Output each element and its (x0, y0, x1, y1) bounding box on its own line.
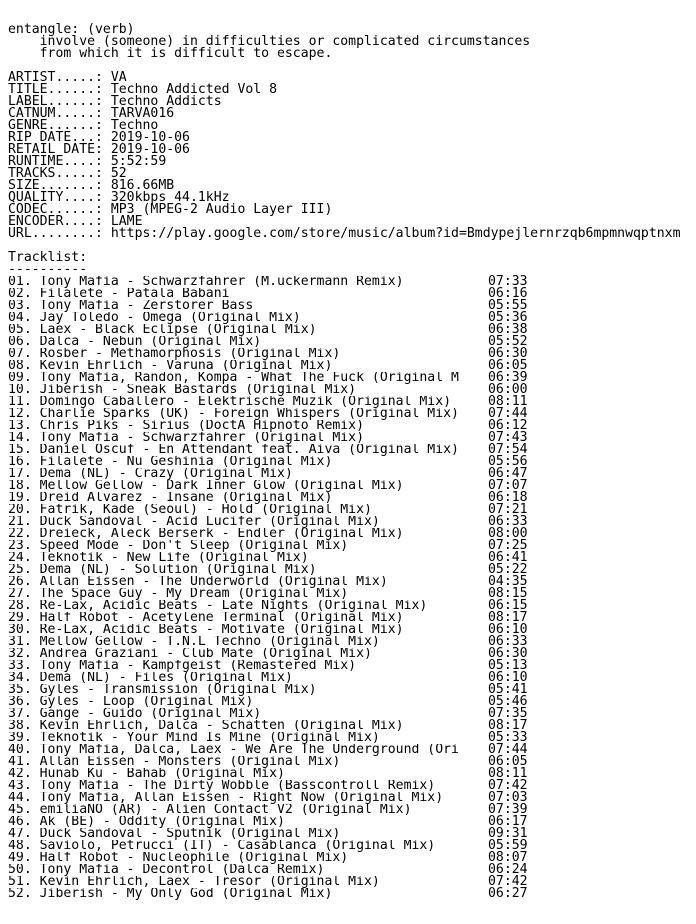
track-title: 52. Jiberish - My Only God (Original Mix) (8, 888, 333, 900)
track-title: 50. Tony Mafia - Decontrol (Dalca Remix) (8, 864, 325, 876)
track-title: 10. Jiberish - Sneak Bastards (Original Mix) (8, 384, 357, 396)
info-value: TARVA016 (110, 106, 175, 121)
track-row (8, 288, 696, 300)
track-row (8, 780, 696, 792)
track-duration: 08:17 (488, 718, 528, 733)
track-row (8, 540, 696, 552)
track-title: 36. Gyles - Loop (Original Mix) (8, 696, 254, 708)
track-duration: 06:27 (488, 886, 528, 901)
track-row (8, 852, 696, 864)
track-duration: 08:15 (488, 586, 528, 601)
track-duration: 05:13 (488, 658, 528, 673)
track-row (8, 660, 696, 672)
track-title: 42. Hunab Ku - Bahab (Original Mix) (8, 768, 285, 780)
track-row (8, 348, 696, 360)
track-row (8, 456, 696, 468)
track-title: 30. Re-Lax, Acidic Beats - Motivate (Original Mix) (8, 624, 404, 636)
track-row (8, 648, 696, 660)
track-duration: 06:47 (488, 466, 528, 481)
track-duration: 07:42 (488, 874, 528, 889)
track-duration: 07:03 (488, 790, 528, 805)
track-duration: 06:38 (488, 322, 528, 337)
track-row (8, 744, 696, 756)
track-row (8, 672, 696, 684)
track-row (8, 396, 696, 408)
track-duration: 08:11 (488, 766, 528, 781)
track-title: 48. Saviolo, Petrucci (IT) - Casablanca (Original Mix) (8, 840, 436, 852)
definition-line: from which it is difficult to escape. (8, 46, 333, 61)
info-label: RETAIL DATE: (8, 142, 111, 157)
tracklist-rule: ---------- (8, 262, 88, 277)
track-duration: 05:41 (488, 682, 528, 697)
track-row (8, 276, 696, 288)
track-row (8, 864, 696, 876)
track-row (8, 576, 696, 588)
track-title: 31. Mellow Gellow - T.N.L Techno (Original Mix) (8, 636, 380, 648)
track-title: 16. Filalete - Nu Geshinia (Original Mix) (8, 456, 333, 468)
track-row (8, 600, 696, 612)
track-title: 34. Dema (NL) - Files (Original Mix) (8, 672, 293, 684)
track-title: 37. Gange - Guido (Original Mix) (8, 708, 262, 720)
track-title: 05. Laex - Black Eclipse (Original Mix) (8, 324, 317, 336)
track-duration: 07:54 (488, 442, 528, 457)
track-title: 24. Teknotik - New Life (Original Mix) (8, 552, 309, 564)
track-title: 35. Gyles - Transmission (Original Mix) (8, 684, 317, 696)
track-duration: 08:07 (488, 850, 528, 865)
track-title: 13. Chris Piks - Sirius (DoctA Hipnoto Remix) (8, 420, 365, 432)
track-duration: 06:10 (488, 670, 528, 685)
track-duration: 08:00 (488, 526, 528, 541)
info-value: Techno (110, 118, 159, 133)
track-duration: 05:52 (488, 334, 528, 349)
track-duration: 05:59 (488, 838, 528, 853)
track-duration: 06:33 (488, 514, 528, 529)
track-title: 11. Domingo Caballero - Elektrische Muzik (Original Mix) (8, 396, 452, 408)
track-title: 33. Tony Mafia - Kampfgeist (Remastered Mix) (8, 660, 357, 672)
track-title: 47. Duck Sandoval - Sputnik (Original Mix) (8, 828, 341, 840)
info-label: URL........: (8, 226, 111, 241)
info-label: CODEC......: (8, 202, 111, 217)
track-row (8, 588, 696, 600)
track-duration: 07:07 (488, 478, 528, 493)
info-value: 52 (110, 166, 127, 181)
track-duration: 07:44 (488, 406, 528, 421)
info-label: CATNUM.....: (8, 106, 111, 121)
nfo-document (8, 24, 696, 900)
track-row (8, 324, 696, 336)
track-row (8, 492, 696, 504)
track-duration: 06:05 (488, 754, 528, 769)
track-duration: 06:24 (488, 862, 528, 877)
track-duration: 05:33 (488, 730, 528, 745)
track-title: 23. Speed Mode - Don't Sleep (Original Mix) (8, 540, 349, 552)
track-row (8, 684, 696, 696)
track-row (8, 336, 696, 348)
track-title: 29. Half Robot - Acetylene Terminal (Original Mix) (8, 612, 404, 624)
track-duration: 07:35 (488, 706, 528, 721)
track-duration: 06:12 (488, 418, 528, 433)
info-value: 2019-10-06 (110, 142, 190, 157)
info-label: GENRE......: (8, 118, 111, 133)
track-row (8, 480, 696, 492)
track-title: 22. Dreieck, Aleck Berserk - Endler (Original Mix) (8, 528, 404, 540)
track-row (8, 876, 696, 888)
track-title: 45. emiliaNO (AR) - Alien Contact V2 (Original Mix) (8, 804, 412, 816)
info-value: VA (110, 70, 127, 85)
track-duration: 06:30 (488, 646, 528, 661)
track-title: 25. Dema (NL) - Solution (Original Mix) (8, 564, 317, 576)
track-duration: 07:39 (488, 802, 528, 817)
info-value: 320kbps 44.1kHz (110, 190, 230, 205)
track-title: 18. Mellow Gellow - Dark Inner Glow (Original Mix) (8, 480, 404, 492)
track-title: 28. Re-Lax, Acidic Beats - Late Nights (Original Mix) (8, 600, 428, 612)
info-label: TITLE......: (8, 82, 111, 97)
info-value: https://play.google.com/store/music/album?id=Bmdypejlernrzqb6mpmnwqptnxm (110, 226, 681, 241)
info-label: SIZE.......: (8, 178, 111, 193)
track-row (8, 432, 696, 444)
track-title: 15. Daniel Oscuf - En Attendant feat. Aiva (Original Mix) (8, 444, 459, 456)
tracklist-heading: Tracklist: (8, 250, 88, 265)
track-duration: 07:43 (488, 430, 528, 445)
track-duration: 05:56 (488, 454, 528, 469)
track-title: 14. Tony Mafia - Schwarzfahrer (Original Mix) (8, 432, 365, 444)
track-row (8, 612, 696, 624)
track-row (8, 504, 696, 516)
track-row (8, 816, 696, 828)
info-label: RUNTIME....: (8, 154, 111, 169)
track-row (8, 420, 696, 432)
definition-heading: entangle: (verb) (8, 22, 135, 37)
track-row (8, 804, 696, 816)
track-title: 46. Ak (BE) - Oddity (Original Mix) (8, 816, 285, 828)
track-duration: 06:15 (488, 598, 528, 613)
track-row (8, 564, 696, 576)
track-row (8, 720, 696, 732)
track-duration: 06:30 (488, 346, 528, 361)
track-row (8, 468, 696, 480)
track-title: 08. Kevin Ehrlich - Varuna (Original Mix) (8, 360, 333, 372)
track-duration: 08:11 (488, 394, 528, 409)
track-duration: 05:22 (488, 562, 528, 577)
track-title: 20. Fatrik, Kade (Seoul) - Hold (Original Mix) (8, 504, 372, 516)
track-row (8, 360, 696, 372)
track-row (8, 828, 696, 840)
track-row (8, 624, 696, 636)
track-duration: 05:55 (488, 298, 528, 313)
track-duration: 07:42 (488, 778, 528, 793)
track-duration: 08:17 (488, 610, 528, 625)
track-row (8, 408, 696, 420)
track-row (8, 384, 696, 396)
track-title: 21. Duck Sandoval - Acid Lucifer (Original Mix) (8, 516, 380, 528)
track-row (8, 696, 696, 708)
track-row (8, 444, 696, 456)
track-title: 38. Kevin Ehrlich, Dalca - Schatten (Original Mix) (8, 720, 404, 732)
info-value: Techno Addicts (110, 94, 222, 109)
info-label: ENCODER....: (8, 214, 111, 229)
info-label: TRACKS.....: (8, 166, 111, 181)
track-duration: 06:39 (488, 370, 528, 385)
track-title: 03. Tony Mafia - Zerstorer Bass (8, 300, 254, 312)
info-value: 2019-10-06 (110, 130, 190, 145)
track-duration: 06:05 (488, 358, 528, 373)
track-duration: 06:18 (488, 490, 528, 505)
info-label: RIP DATE...: (8, 130, 111, 145)
track-row (8, 840, 696, 852)
track-duration: 07:21 (488, 502, 528, 517)
track-row (8, 768, 696, 780)
track-title: 43. Tony Mafia - The Dirty Wobble (Basscontroll Remix) (8, 780, 436, 792)
track-duration: 06:00 (488, 382, 528, 397)
track-row (8, 312, 696, 324)
track-title: 07. Rosber - Methamorphosis (Original Mix) (8, 348, 341, 360)
info-value: Techno Addicted Vol 8 (110, 82, 277, 97)
track-title: 26. Allan Eissen - The Underworld (Original Mix) (8, 576, 388, 588)
track-title: 01. Tony Mafia - Schwarzfahrer (M.uckermann Remix) (8, 276, 404, 288)
info-value: LAME (110, 214, 143, 229)
track-row (8, 708, 696, 720)
track-title: 04. Jay Toledo - Omega (Original Mix) (8, 312, 301, 324)
track-row (8, 792, 696, 804)
track-duration: 06:10 (488, 622, 528, 637)
track-title: 17. Dema (NL) - Crazy (Original Mix) (8, 468, 293, 480)
track-row (8, 516, 696, 528)
track-title: 19. Dreid Alvarez - Insane (Original Mix) (8, 492, 333, 504)
info-label: ARTIST.....: (8, 70, 111, 85)
track-duration: 07:44 (488, 742, 528, 757)
track-duration: 04:35 (488, 574, 528, 589)
track-row (8, 528, 696, 540)
track-title: 49. Half Robot - Nucleophile (Original Mix) (8, 852, 349, 864)
track-row (8, 552, 696, 564)
track-title: 09. Tony Mafia, Randon, Kompa - What The Fuck (Original M (8, 372, 459, 384)
track-title: 12. Charlie Sparks (UK) - Foreign Whispers (Original Mix) (8, 408, 459, 420)
definition-line: involve (someone) in difficulties or complicated circumstances (8, 34, 531, 49)
track-duration: 06:41 (488, 550, 528, 565)
track-duration: 05:36 (488, 310, 528, 325)
track-duration: 06:16 (488, 286, 528, 301)
track-duration: 06:33 (488, 634, 528, 649)
track-row (8, 732, 696, 744)
track-duration: 06:17 (488, 814, 528, 829)
track-title: 39. Teknotik - Your Mind Is Mine (Original Mix) (8, 732, 380, 744)
track-row (8, 888, 696, 900)
tracklist (8, 276, 696, 900)
track-duration: 07:33 (488, 274, 528, 289)
track-row (8, 636, 696, 648)
track-row (8, 756, 696, 768)
track-title: 27. The Space Guy - My Dream (Original Mix) (8, 588, 349, 600)
spacer (8, 240, 696, 252)
release-info (8, 72, 696, 240)
info-value: MP3 (MPEG-2 Audio Layer III) (110, 202, 333, 217)
info-label: QUALITY....: (8, 190, 111, 205)
track-row (8, 372, 696, 384)
track-title: 06. Dalca - Nebun (Original Mix) (8, 336, 262, 348)
track-row (8, 300, 696, 312)
info-value: 5:52:59 (110, 154, 167, 169)
track-title: 32. Andrea Graziani - Club Mate (Original Mix) (8, 648, 372, 660)
track-duration: 09:31 (488, 826, 528, 841)
info-label: LABEL......: (8, 94, 111, 109)
track-duration: 05:46 (488, 694, 528, 709)
track-title: 51. Kevin Ehrlich, Laex - Tresor (Original Mix) (8, 876, 380, 888)
info-value: 816.66MB (110, 178, 175, 193)
track-title: 44. Tony Mafia, Allan Eissen - Right Now (Original Mix) (8, 792, 444, 804)
track-title: 41. Allan Eissen - Monsters (Original Mix) (8, 756, 341, 768)
track-title: 02. Filalete - Patala Babani (8, 288, 230, 300)
track-duration: 07:25 (488, 538, 528, 553)
track-title: 40. Tony Mafia, Dalca, Laex - We Are The Underground (Ori (8, 744, 459, 756)
info-line (8, 228, 696, 240)
